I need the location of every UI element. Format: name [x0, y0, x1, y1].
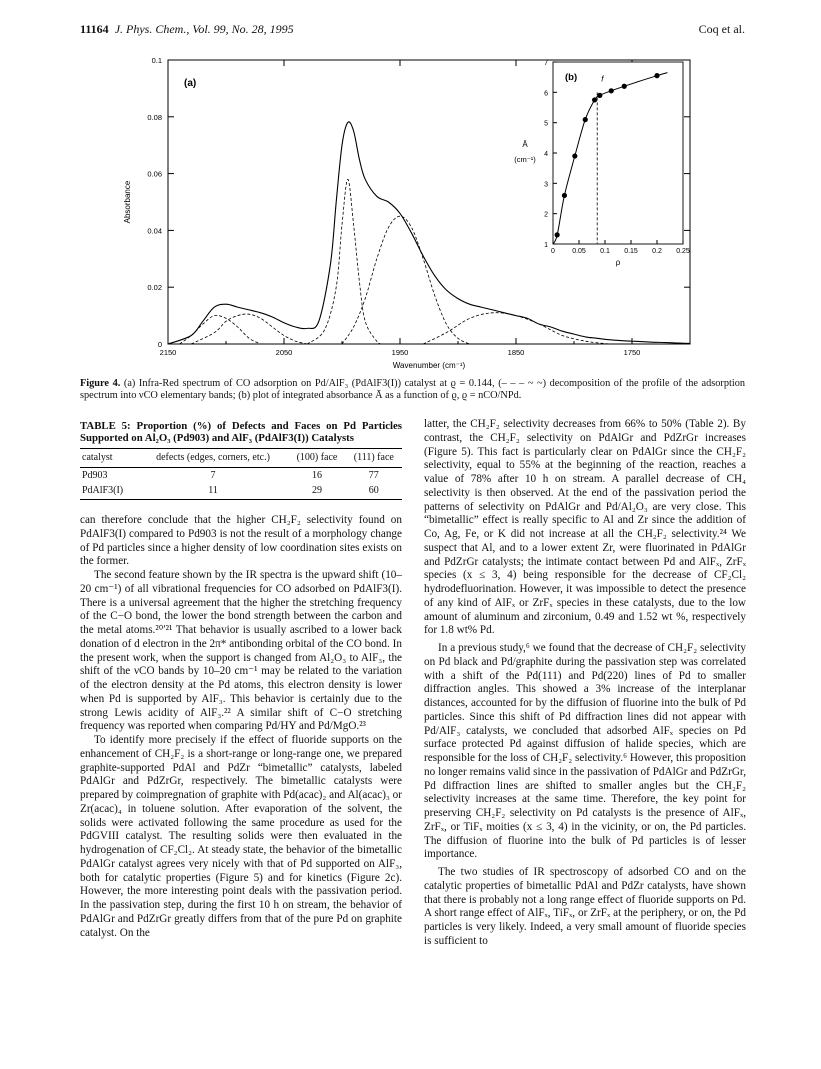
panel-b-ylabel-unit: (cm⁻¹)	[514, 155, 536, 164]
table5-header-cell: catalyst	[80, 448, 138, 467]
table5-header-cell: (111) face	[346, 448, 402, 467]
table5-cell: 11	[138, 483, 289, 499]
header-left	[80, 22, 294, 37]
data-point	[609, 88, 614, 93]
journal-citation: J. Phys. Chem., Vol. 99, No. 28, 1995	[114, 22, 294, 36]
table5-cell: 29	[288, 483, 345, 499]
y-tick-label: 4	[544, 151, 548, 158]
x-tick-label: 1750	[623, 348, 641, 357]
y-tick-label: 0.1	[151, 56, 162, 65]
x-tick-label: 0.05	[572, 248, 586, 255]
y-tick-label: 5	[544, 120, 548, 128]
panel-b	[514, 60, 690, 267]
table5-title: TABLE 5: Proportion (%) of Defects and Faces on Pd Particles Supported on Al₂O₃ (Pd903) and AlF₃ (PdAlF3(I)) Catalysts	[80, 420, 402, 445]
table-row	[80, 467, 402, 483]
figure-caption-label: Figure 4.	[80, 378, 121, 389]
header-authors: Coq et al.	[698, 22, 745, 36]
y-tick-label: 1	[544, 242, 548, 249]
right-column	[424, 418, 746, 949]
paragraph: latter, the CH₂F₂ selectivity decreases from 66% to 50% (Table 2). By contrast, the CH₂F₂ selectivity on PdAlGr and PdZrGr increases (Figure 5). This fact is particularly clear on PdAlGr since the CH₂F₂ selectivity, equal to 55% at the beginning of the reaction, reaches a value of 78% after 10 h on stream. A parallel decrease of CH₄ selectivity is then observed. At the end of the passivation period the patterns of selectivity on PdAlGr and Pd/Al₂O₃ are very close. This “bimetallic” effect is really specific to Al and Zr since the addition of Co, Ag, Fe, or K did not increase at all the CH₂F₂ selectivity.²⁴ We suspect that Al, and to a lower extent Zr, were fluorinated in PdAlGr and PdZrGr catalysts; the intimate contact between Pd and AlFₓ, ZrFₓ species (x ≤ 3, 4) being responsible for the decrease of CF₂Cl₂ hydrodefluorination. However, it was impossible to detect the presence of any kind of AlFₓ or ZrFₓ species in these catalysts, due to the low amount of aluminum and zirconium, 0.49 and 1.52 wt %, respectively for 1.8 wt% Pd.	[424, 418, 746, 637]
table5-cell: 16	[311, 469, 322, 481]
x-tick-label: 2050	[275, 348, 293, 357]
panel-a-xlabel: Wavenumber (cm⁻¹)	[392, 361, 466, 370]
decomposition-band-line	[191, 314, 307, 344]
panel-b-ylabel: Ā	[522, 140, 528, 149]
paragraph: In a previous study,⁶ we found that the decrease of CH₂F₂ selectivity on Pd black and Pd/graphite during the passivation step was correlated with a shift of the Pd(111) and Pd(220) lines of Pd to smaller diffraction angles. This showed a 3% increase of the interplanar distances, accounted for by the diffusion of fluorine into the bulk of Pd particles. Since this shift of Pd diffraction lines did not appear with Pd/AlF₃ catalysts, we concluded that adsorbed AlFₓ species on Pd surface protected Pd against diffusion of halide species, which are responsible for the loss of CH₂F₂ selectivity.⁶ However, this proposition no longer remains valid since in the passivation of PdAlGr and PdZrGr, Pd diffraction lines are shifted to smaller angles but the CH₂F₂ selectivity increases at the same time. Therefore, the key point for preserving CH₂F₂ selectivity on Pd catalysts is the presence of AlFₓ, ZrFₓ, or TiFₓ moities (x ≤ 3, 4) in the vicinity, or on, the Pd particles. The diffusion of fluorine into the bulk of Pd particles is of lesser importance.	[424, 642, 746, 861]
paragraph: To identify more precisely if the effect of fluoride supports on the enhancement of CH₂F₂ is a short-range or long-range one, we prepared graphite-supported PdAl and PdZr “bimetallic” catalysts, labeled PdAlGr and PdZrGr, respectively. The bimetallic catalysts were prepared by coimpregnation of graphite with Pd(acac)₂ and Al(acac)₃ or Zr(acac)₄ in toluene solution. After evaporation of the solvent, the solids were activated following the same procedure as used for the PdGVIII catalyst. The resulting solids were then evaluated in the hydrogenation of CF₂Cl₂. At steady state, the behavior of the bimetallic PdAlGr catalyst agrees very nicely with that of Pd supported on AlF₃, both for catalytic properties (Figure 5) and for kinetics (Figure 2c). However, the more interesting point deals with the passivation period. In the passivation step, during the first 10 h on stream, the behavior of PdAlGr and PdZrGr greatly differs from that of the pure Pd on graphite catalyst. On the	[80, 734, 402, 939]
panel-b-label: (b)	[565, 72, 578, 83]
y-tick-label: 0	[157, 340, 162, 349]
x-tick-label: 0.15	[624, 248, 638, 255]
page-number: 11164	[80, 22, 109, 36]
paragraph: The second feature shown by the IR spectra is the upward shift (10–20 cm⁻¹) of all vibrational frequencies for CO adsorbed on PdAlF3(I). There is a universal agreement that the higher the stretching frequency of the C−O bond, the lower the bond strength between the carbon and the metal atoms.²⁰ʹ²¹ That behavior is usually ascribed to a lower back donation of d electron in the 2π* antibonding orbital of the CO bond. In the present work, when the support is changed from Al₂O₃ to AlF₃, the shift of the νCO bands by 10–20 cm⁻¹ may be related to the variation of the electron density at the Pd atoms, this electron density is lower when Pd is supported by AlF₃. This behavior is certainly due to the strong Lewis acidity of AlF₃.²² A similar shift of C−O stretching frequency was reported when comparing Pd/HY and Pd/MgO.²³	[80, 569, 402, 733]
y-tick-label: 0.08	[147, 112, 162, 122]
data-point	[555, 232, 560, 237]
table-row	[80, 483, 402, 499]
y-tick-label: 0.02	[147, 283, 162, 293]
figure-caption	[80, 378, 745, 403]
table5-cell: 7	[210, 469, 216, 481]
x-tick-label: 0.25	[676, 248, 690, 255]
table5-header-cell: defects (edges, corners, etc.)	[138, 448, 289, 467]
x-tick-label: 0.2	[652, 248, 662, 255]
figure-caption-text: (a) Infra-Red spectrum of CO adsorption on Pd/AlF₃ (PdAlF3(I)) catalyst at ϱ = 0.144, (– – – ~ ~) decomposition of the profile of the adsorption spectrum into νCO elementary bands; (b) plot of integrated absorbance Ā as a function of ϱ, ϱ = nCO/NPd.	[80, 378, 745, 402]
x-tick-label: 2150	[159, 348, 177, 357]
data-point	[622, 84, 627, 89]
left-column	[80, 420, 402, 940]
data-point	[562, 193, 567, 198]
panel-b-annotation: f	[601, 74, 604, 84]
x-tick-label: 0	[551, 248, 555, 255]
panel-a-label: (a)	[184, 78, 197, 89]
panel-b-frame	[553, 62, 683, 244]
decomposition-band-line	[307, 179, 382, 344]
data-point	[654, 73, 659, 78]
table5-cell: PdAlF3(I)	[80, 483, 138, 499]
page-header	[80, 22, 745, 42]
x-tick-label: 1850	[507, 348, 525, 357]
decomposition-band-line	[342, 216, 470, 344]
figure-4	[100, 50, 720, 380]
y-tick-label: 2	[544, 211, 548, 219]
data-point	[597, 93, 602, 98]
y-tick-label: 0.06	[147, 169, 162, 179]
table5-header-row	[80, 448, 402, 467]
panel-b-xlabel: ρ	[615, 258, 621, 267]
table5-cell: 77	[368, 469, 379, 481]
data-point	[592, 97, 597, 102]
table5	[80, 448, 402, 500]
panel-a-ylabel: Absorbance	[123, 180, 132, 224]
y-tick-label: 0.04	[147, 226, 162, 236]
paragraph: can therefore conclude that the higher CH₂F₂ selectivity found on PdAlF3(I) compared to Pd903 is not the result of a morphology change of Pd particles since a higher density of low coordination sites exists on the former.	[80, 514, 402, 568]
data-point	[583, 117, 588, 122]
table5-cell: 60	[346, 483, 402, 499]
x-tick-label: 0.1	[600, 248, 610, 255]
table5-cell: Pd903	[82, 469, 108, 481]
decomposition-band-line	[180, 315, 261, 344]
paragraph: The two studies of IR spectroscopy of adsorbed CO and on the catalytic properties of bimetallic PdAl and PdZr catalysts, have shown that there is probably not a long range effect of fluoride supports on Pd. A short range effect of AlFₓ, TiFₓ, or ZrFₓ at the periphery, or on, the Pd particles is very likely. Indeed, a very small amount of fluoride species is sufficient to	[424, 866, 746, 947]
y-tick-label: 7	[544, 60, 548, 67]
x-tick-label: 1950	[391, 348, 409, 357]
table5-header-cell: (100) face	[288, 448, 345, 467]
y-tick-label: 6	[544, 90, 548, 98]
y-tick-label: 3	[544, 181, 548, 189]
data-point	[572, 153, 577, 158]
